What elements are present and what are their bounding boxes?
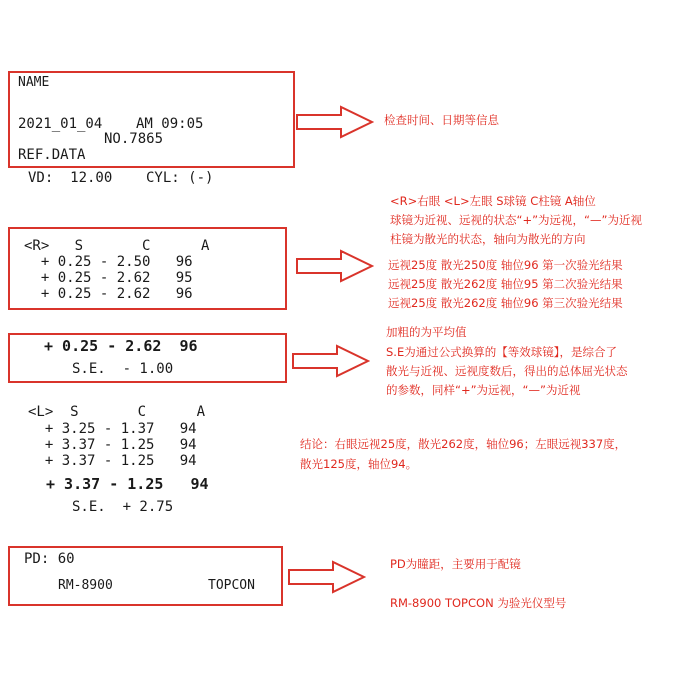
right-eye-average: + 0.25 - 2.62 96 <box>44 337 198 355</box>
legend-note-line: <R>右眼 <L>左眼 S球镜 C柱镜 A轴位 <box>390 194 596 208</box>
ref-data-label: REF.DATA <box>18 147 86 163</box>
conclusion-note-line: 结论：右眼远视25度，散光262度，轴位96；左眼远视337度， <box>300 437 627 451</box>
vd-line: VD: 12.00 CYL: (-) <box>28 170 214 186</box>
average-note-line: 加粗的为平均值 <box>386 325 467 339</box>
arrow-right-icon <box>296 249 374 283</box>
right-eye-row: + 0.25 - 2.62 95 <box>24 270 193 286</box>
arrow-right-icon <box>292 344 370 378</box>
conclusion-note-line: 散光125度，轴位94。 <box>300 457 418 471</box>
name-label: NAME <box>18 75 50 90</box>
pd-note: PD为瞳距，主要用于配镜 <box>390 557 521 571</box>
legend-note-line: 柱镜为散光的状态，轴向为散光的方向 <box>390 232 586 246</box>
left-eye-header: <L> S C A <box>28 404 206 420</box>
record-number: NO.7865 <box>104 131 164 147</box>
legend-note-line: 球镜为近视、远视的状态“+”为远视，“—”为近视 <box>390 213 642 227</box>
device-brand: TOPCON <box>208 578 255 593</box>
datetime-text: 2021_01_04 AM 09:05 <box>18 116 204 132</box>
arrow-right-icon <box>288 560 366 594</box>
model-note: RM-8900 TOPCON 为验光仪型号 <box>390 596 567 610</box>
left-eye-row: + 3.37 - 1.25 94 <box>28 437 197 453</box>
right-eye-row: + 0.25 - 2.50 96 <box>24 254 193 270</box>
average-note-line: 散光与近视、远视度数后，得出的总体屈光状态 <box>386 364 628 378</box>
measurement-note-line: 远视25度 散光250度 轴位96 第一次验光结果 <box>388 258 623 272</box>
left-eye-row: + 3.25 - 1.37 94 <box>28 421 197 437</box>
average-note-line: 的参数，同样“+”为远视，“—”为近视 <box>386 383 581 397</box>
right-eye-se: S.E. - 1.00 <box>72 361 174 377</box>
average-note-line: S.E为通过公式换算的【等效球镜】，是综合了 <box>386 345 617 359</box>
right-eye-row: + 0.25 - 2.62 96 <box>24 286 193 302</box>
left-eye-row: + 3.37 - 1.25 94 <box>28 453 197 469</box>
left-eye-average: + 3.37 - 1.25 94 <box>46 475 209 493</box>
pd-value: PD: 60 <box>24 551 75 567</box>
measurement-note-line: 远视25度 散光262度 轴位95 第二次验光结果 <box>388 277 623 291</box>
measurement-note-line: 远视25度 散光262度 轴位96 第三次验光结果 <box>388 296 623 310</box>
right-eye-header: <R> S C A <box>24 238 210 254</box>
device-model: RM-8900 <box>58 578 113 593</box>
arrow-right-icon <box>296 105 374 139</box>
time-info-note: 检查时间、日期等信息 <box>384 113 499 127</box>
left-eye-se: S.E. + 2.75 <box>72 499 174 515</box>
